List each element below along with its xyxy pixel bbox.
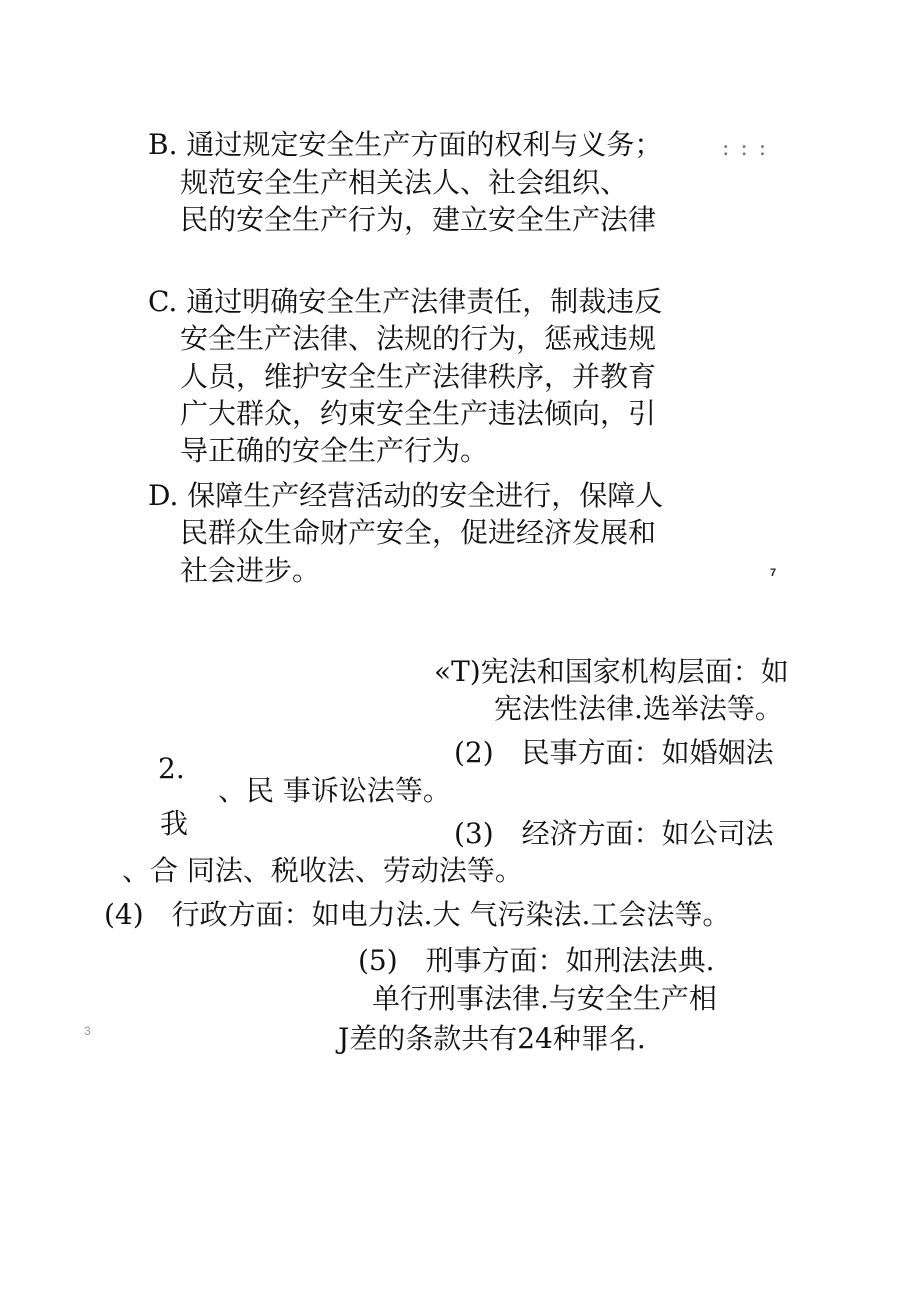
law-item-1-line-2: 宪法性法律.选举法等。 — [494, 692, 783, 725]
law-item-5-line-3: J差的条款共有24种罪名. — [338, 1022, 646, 1055]
option-c-line-2: 安全生产法律、法规的行为，惩戒违规 — [180, 322, 657, 355]
law-item-3-line-1: (3) 经济方面：如公司法 — [454, 817, 774, 850]
law-item-2-line-2: 、民 事诉讼法等。 — [218, 774, 451, 807]
option-c-line-5: 导正确的安全生产行为。 — [180, 434, 489, 467]
law-item-2-line-1: (2) 民事方面：如婚姻法 — [454, 736, 774, 769]
page-mark-3: 3 — [84, 1024, 91, 1038]
option-d-line-3: 社会进步。 — [180, 554, 321, 587]
option-b-dotted-marks: : : : — [722, 136, 769, 161]
option-d-line-1: D. 保障生产经营活动的安全进行，保障人 — [148, 479, 664, 512]
option-c-line-1: C. 通过明确安全生产法律责任，制裁违反 — [148, 285, 663, 318]
option-b-line-2: 规范安全生产相关法人、社会组织、 — [180, 166, 629, 199]
page-mark-7: 7 — [770, 567, 777, 579]
option-d-line-2: 民群众生命财产安全，促进经济发展和 — [180, 516, 657, 549]
option-b-line-1: B. 通过规定安全生产方面的权利与义务； — [148, 128, 663, 161]
option-b-line-3: 民的安全生产行为，建立安全生产法律 — [180, 203, 657, 236]
section-stray-char: 我 — [160, 807, 189, 840]
law-item-4: (4) 行政方面：如电力法.大 气污染法.工会法等。 — [104, 898, 731, 931]
law-item-1-line-1: «T)宪法和国家机构层面：如 — [434, 655, 789, 688]
law-item-5-line-1: (5) 刑事方面：如刑法法典. — [358, 944, 715, 977]
section-number: 2. — [158, 752, 185, 785]
option-c-line-3: 人员，维护安全生产法律秩序，并教育 — [180, 360, 657, 393]
law-item-3-line-2: 、合 同法、税收法、劳动法等。 — [122, 854, 523, 887]
law-item-5-line-2: 单行刑事法律.与安全生产相 — [372, 982, 717, 1015]
option-c-line-4: 广大群众，约束安全生产违法倾向，引 — [180, 397, 657, 430]
